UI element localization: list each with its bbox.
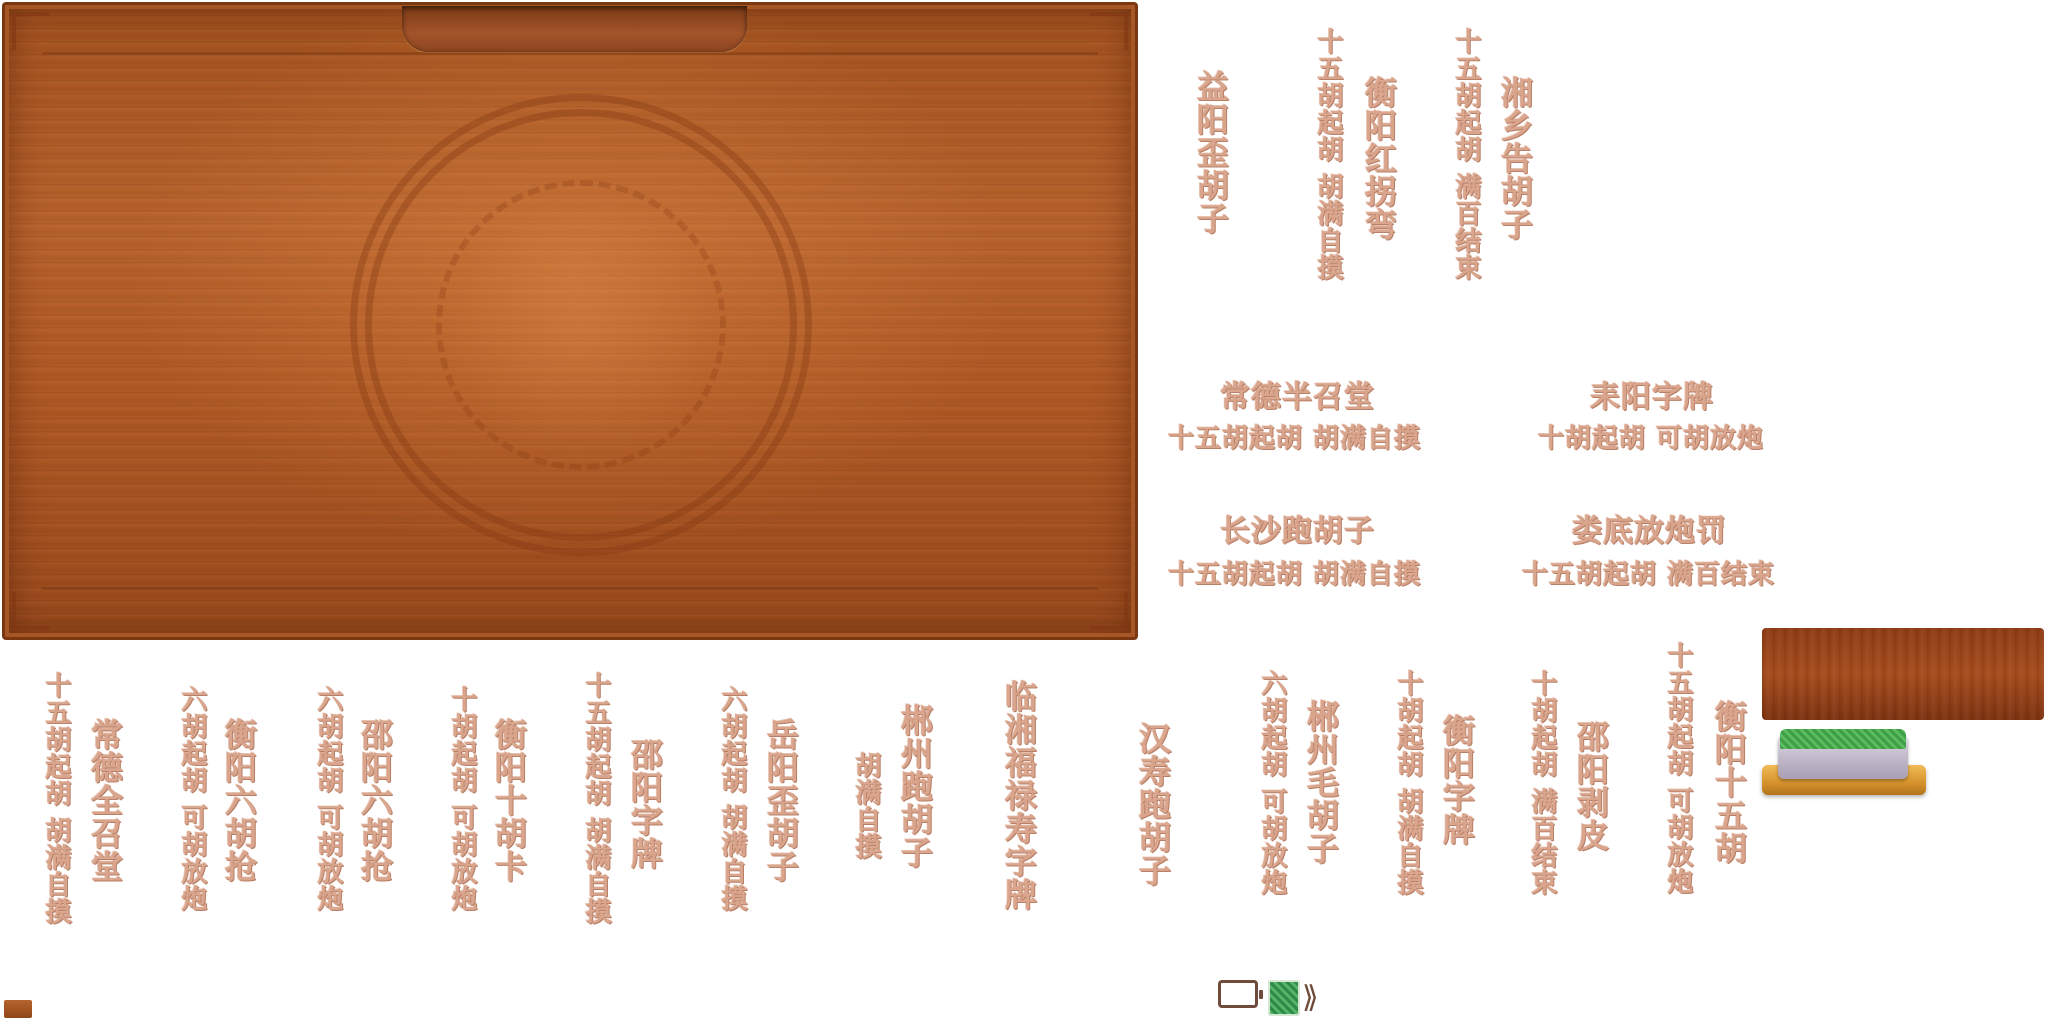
board-title-slot bbox=[402, 6, 747, 52]
wood-chip-swatch bbox=[4, 1000, 32, 1018]
label-hengyang-shiwuhu-sub: 十五胡起胡 可胡放炮 bbox=[1663, 642, 1693, 896]
wooden-table-board bbox=[2, 2, 1138, 640]
label-chenzhou-maohuzi-title: 郴州毛胡子 bbox=[1302, 700, 1340, 865]
label-shaoyang-bopi-sub: 十胡起胡 满百结束 bbox=[1527, 670, 1557, 897]
corner-ornament-icon bbox=[1090, 592, 1128, 630]
corner-ornament-icon bbox=[1090, 12, 1128, 50]
label-leiyang-title: 耒阳字牌 bbox=[1590, 380, 1714, 415]
label-chenzhou-maohuzi-sub: 六胡起胡 可胡放炮 bbox=[1257, 670, 1287, 897]
label-changsha-sub: 十五胡起胡 胡满自摸 bbox=[1168, 560, 1422, 590]
signal-icon: ⟫ bbox=[1302, 980, 1319, 1015]
label-hengyang-hongguaiwan-sub: 十五胡起胡 胡满自摸 bbox=[1313, 28, 1343, 282]
label-shaoyang-liuhuqiang-title: 邵阳六胡抢 bbox=[356, 718, 394, 883]
label-xiangxiang-sub: 十五胡起胡 满百结束 bbox=[1451, 28, 1481, 282]
corner-ornament-icon bbox=[12, 12, 50, 50]
bamboo-emblem-icon bbox=[436, 180, 726, 470]
label-changde-banzhaotang-sub: 十五胡起胡 胡满自摸 bbox=[1168, 424, 1422, 454]
label-hengyang-liuhuqiang-title: 衡阳六胡抢 bbox=[220, 718, 258, 883]
label-shaoyang-liuhuqiang-sub: 六胡起胡 可胡放炮 bbox=[313, 686, 343, 913]
label-leiyang-sub: 十胡起胡 可胡放炮 bbox=[1538, 424, 1765, 454]
label-yueyang-sub: 六胡起胡 胡满自摸 bbox=[717, 686, 747, 913]
label-shaoyang-zipai-title: 邵阳字牌 bbox=[626, 738, 664, 870]
label-loudi-sub: 十五胡起胡 满百结束 bbox=[1522, 560, 1776, 590]
label-chenzhou-paohuzi-sub: 胡满自摸 bbox=[851, 752, 881, 860]
label-shaoyang-zipai-sub: 十五胡起胡 胡满自摸 bbox=[581, 672, 611, 926]
frame-key-border-bottom bbox=[42, 587, 1098, 590]
label-hengyang-shiwuhu-title: 衡阳十五胡 bbox=[1710, 700, 1748, 865]
card-deck-pile bbox=[1762, 725, 1926, 799]
label-changde-quanzhaotang-sub: 十五胡起胡 胡满自摸 bbox=[41, 672, 71, 926]
battery-icon bbox=[1218, 980, 1258, 1008]
label-hengyang-zipai-title: 衡阳字牌 bbox=[1438, 714, 1476, 846]
card-back-icon bbox=[1780, 729, 1906, 749]
label-chenzhou-paohuzi-title: 郴州跑胡子 bbox=[896, 704, 934, 869]
label-hengyang-liuhuqiang-sub: 六胡起胡 可胡放炮 bbox=[177, 686, 207, 913]
label-loudi-title: 娄底放炮罚 bbox=[1572, 514, 1727, 549]
label-changsha-title: 长沙跑胡子 bbox=[1220, 514, 1375, 549]
label-xiangxiang-title: 湘乡告胡子 bbox=[1496, 76, 1534, 241]
card-back-icon bbox=[1268, 980, 1300, 1016]
label-hengyang-hongguaiwan-title: 衡阳红拐弯 bbox=[1360, 76, 1398, 241]
label-hengyang-shihuka-sub: 十胡起胡 可胡放炮 bbox=[447, 686, 477, 913]
label-hengyang-zipai-sub: 十胡起胡 胡满自摸 bbox=[1393, 670, 1423, 897]
label-changde-banzhaotang-title: 常德半召堂 bbox=[1220, 380, 1375, 415]
label-hengyang-shihuka-title: 衡阳十胡卡 bbox=[490, 718, 528, 883]
label-linxiang-title: 临湘福禄寿字牌 bbox=[1000, 680, 1038, 911]
label-hanshou-title: 汉寿跑胡子 bbox=[1134, 722, 1172, 887]
carved-medallion-icon bbox=[350, 94, 812, 556]
frame-key-border-top bbox=[42, 52, 1098, 55]
label-changde-quanzhaotang-title: 常德全召堂 bbox=[86, 718, 124, 883]
label-yueyang-title: 岳阳歪胡子 bbox=[762, 718, 800, 883]
corner-ornament-icon bbox=[12, 592, 50, 630]
wood-panel-swatch bbox=[1762, 628, 2044, 720]
label-shaoyang-bopi-title: 邵阳剥皮 bbox=[1572, 720, 1610, 852]
label-yiyang-title: 益阳歪胡子 bbox=[1192, 70, 1230, 235]
